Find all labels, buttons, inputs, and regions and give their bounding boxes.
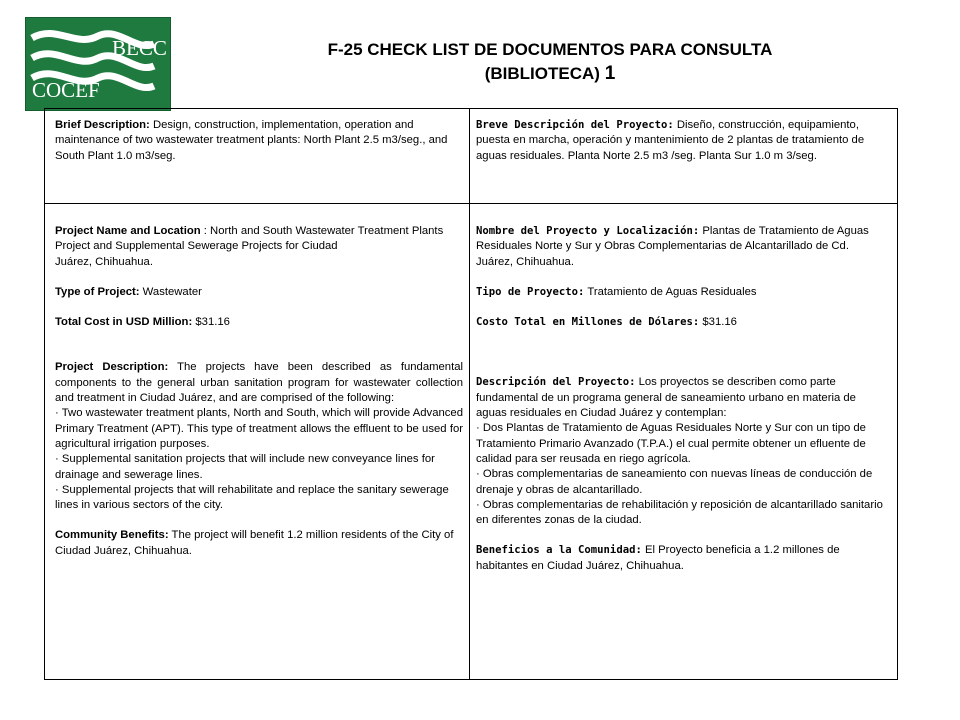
row-divider — [45, 203, 897, 204]
benefit-es-label: Beneficios a la Comunidad: — [476, 544, 642, 557]
brief-en-label: Brief Description: — [55, 119, 150, 131]
title-biblioteca: (BIBLIOTECA) — [484, 64, 600, 83]
brief-description-en — [55, 118, 463, 164]
name-en-text-2: Juárez, Chihuahua. — [55, 255, 153, 268]
bullet-es-3: · Obras complementarias de rehabilitación y reposición de alcantarillado sanitario en diferentes zonas de la ciudad. — [476, 498, 883, 527]
benefit-en-label: Community Benefits: — [55, 529, 169, 542]
logo-cocef-text: COCEF — [32, 78, 100, 102]
bullet-es-2: · Obras complementarias de saneamiento con nuevas líneas de conducción de drenaje y obras de alcantarillado. — [476, 468, 873, 496]
brief-es-text: Diseño, construcción, equipamiento, puesta en marcha, operación y mantenimiento de 2 plantas de tratamiento de aguas residuales. Planta Norte 2.5 m3 /seg. Planta Sur 1.0 m 3/seg. — [476, 119, 865, 162]
desc-es-text: Los proyectos se describen como parte fundamental de un programa general de saneamiento urbano en materia de aguas residuales en Ciudad Juárez y contemplan: — [476, 376, 856, 420]
becc-cocef-logo — [25, 17, 171, 111]
benefit-en-text: The project will benefit 1.2 million residents of the City of Ciudad Juárez, Chihuahua. — [55, 529, 454, 557]
column-divider — [469, 109, 470, 679]
project-details-en — [55, 224, 463, 559]
type-es-label: Tipo de Proyecto: — [476, 285, 585, 298]
document-table — [44, 108, 898, 680]
bullet-es-1: · Dos Plantas de Tratamiento de Aguas Residuales Norte y Sur con un tipo de Tratamiento Primario Avanzado (T.P.A.) el cual permite obtener un efluente de calidad para ser reusada en riego agrícola. — [476, 422, 866, 465]
cost-es-label: Costo Total en Millones de Dólares: — [476, 316, 700, 329]
type-en-label: Type of Project: — [55, 285, 140, 298]
name-es-label: Nombre del Proyecto y Localización: — [476, 225, 700, 237]
bullet-en-3: · Supplemental projects that will rehabilitate and replace the sanitary sewerage lines in various sectors of the city. — [55, 483, 449, 512]
page-title — [180, 38, 920, 86]
bullet-en-1: · Two wastewater treatment plants, North and South, which will provide Advanced Primary Treatment (APT). This type of treatment allows the effluent to be used for agricultural irrigation purposes. — [55, 407, 463, 450]
brief-description-es — [476, 118, 889, 164]
brief-es-label: Breve Descripción del Proyecto: — [476, 119, 674, 131]
bullet-en-2: · Supplemental sanitation projects that will include new conveyance lines for drainage and sewerage lines. — [55, 453, 435, 481]
type-es-text: Tratamiento de Aguas Residuales — [587, 285, 757, 298]
desc-en-text: The projects have been described as fundamental components to the general urban sanitation program for wastewater collection and treatment in Ciudad Juárez, and are comprised of the following: — [55, 361, 464, 405]
brief-en-text: Design, construction, implementation, operation and maintenance of two wastewater treatment plants: North Plant 2.5 m3/seg., and South Plant 1.0 m3/seg. — [55, 119, 448, 162]
cost-en-text: $31.16 — [195, 316, 230, 329]
name-en-text: : North and South Wastewater Treatment Plants Project and Supplemental Sewerage Projects for Ciudad — [55, 225, 444, 253]
cost-en-label: Total Cost in USD Million: — [55, 316, 193, 329]
desc-es-label: Descripción del Proyecto: — [476, 376, 636, 389]
type-en-text: Wastewater — [142, 285, 202, 298]
desc-en-label: Project Description: — [55, 361, 169, 374]
name-en-label: Project Name and Location — [55, 225, 201, 237]
cost-es-text: $31.16 — [702, 316, 737, 329]
title-number: 1 — [604, 63, 616, 84]
benefit-es-text: El Proyecto beneficia a 1.2 millones de habitantes en Ciudad Juárez, Chihuahua. — [476, 544, 840, 572]
title-line-1: F-25 CHECK LIST DE DOCUMENTOS PARA CONSULTA — [327, 40, 773, 59]
logo-becc-text: BECC — [112, 36, 167, 60]
title-line-2 — [180, 62, 920, 86]
project-details-es — [476, 224, 889, 574]
name-es-text: Plantas de Tratamiento de Aguas Residuales Norte y Sur y Obras Complementarias de Alcantarillado de Cd. Juárez, Chihuahua. — [476, 225, 869, 268]
